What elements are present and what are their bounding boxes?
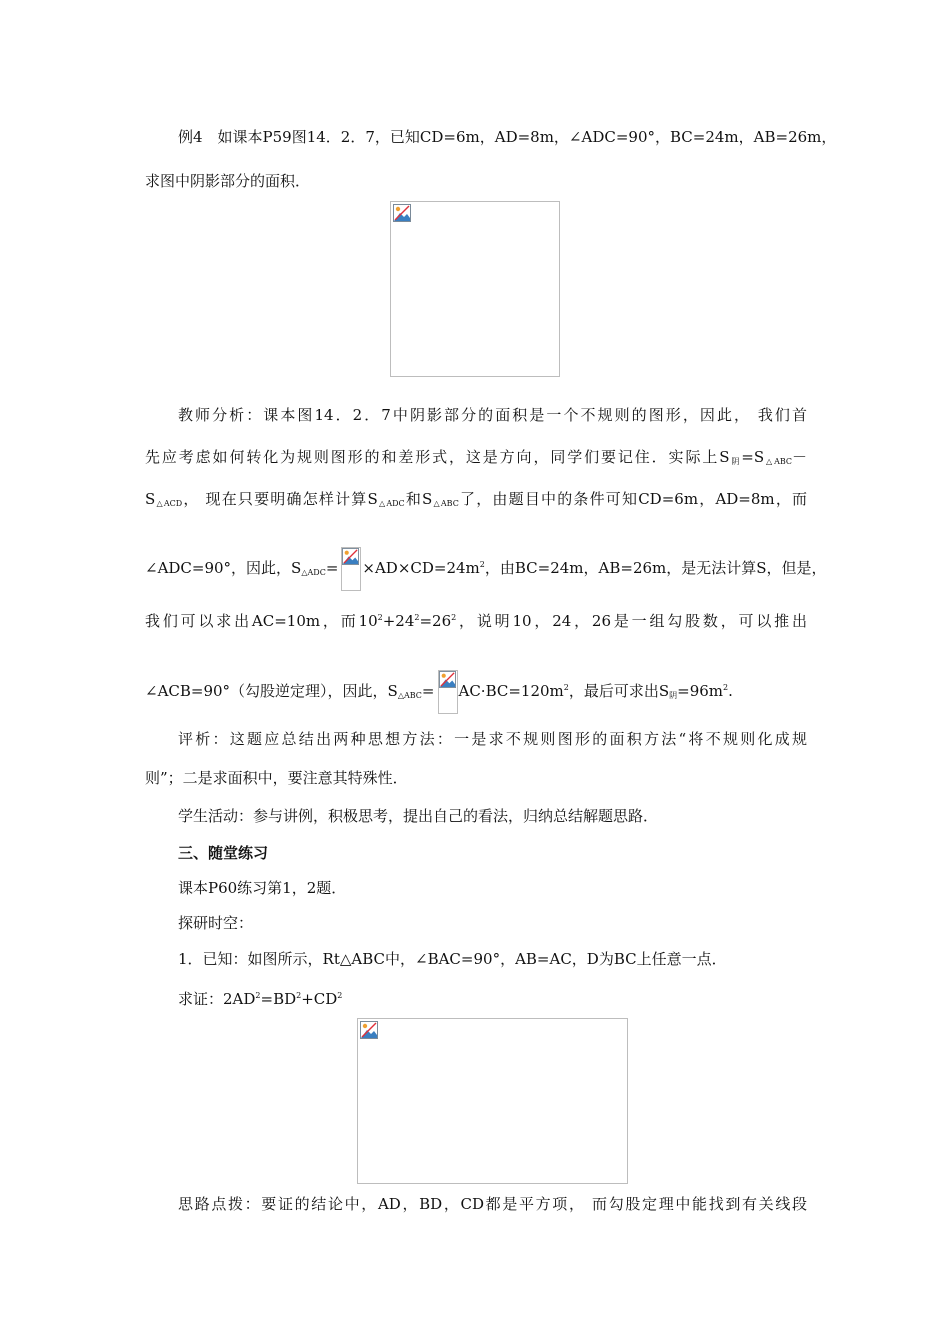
fraction-image-placeholder: [340, 547, 360, 591]
example4-line1: 例4 如课本P59图14．2．7，已知CD=6m，AD=8m，∠ADC=90°，BC=24m，AB=26m，: [178, 128, 837, 146]
broken-image-icon: [393, 204, 411, 222]
analysis-line2: 先应考虑如何转化为规则图形的和差形式，这是方向，同学们要记住．实际上$S_阴=S_{\triangle ABC}-$: [145, 448, 808, 466]
analysis-line3: $S_{\triangle ACD}$， 现在只要明确怎样计算$S_{\triangle ADC}$和$S_{\triangle ABC}$了，由题目中的条件可知CD=6m，AD=8m，而: [145, 490, 808, 508]
example4-line2: 求图中阴影部分的面积．: [145, 172, 311, 190]
problem1-text: 1．已知：如图所示，Rt△ABC中，∠BAC=90°，AB=AC，D为BC上任意一点．: [178, 950, 727, 968]
figure-image-placeholder: [357, 1018, 628, 1184]
prove-statement: 求证：$2AD^2=BD^2+CD^2$: [178, 990, 343, 1008]
analysis-line6: ∠ACB=90°（勾股逆定理），因此，$S_{\triangle ABC}=$ $AC\cdot BC=120m^2$，最后可求出$S_阴=96m^2$.: [145, 666, 807, 718]
student-activity: 学生活动：参与讲例，积极思考，提出自己的看法，归纳总结解题思路．: [178, 807, 659, 825]
figure-image-placeholder: [390, 201, 560, 377]
exercise-text: 课本P60练习第1，2题．: [178, 879, 347, 897]
broken-image-icon: [360, 1021, 378, 1039]
fraction-image-placeholder: [437, 670, 457, 714]
analysis-line1: 教师分析：课本图14．2．7中阴影部分的面积是一个不规则的图形，因此， 我们首: [178, 406, 807, 424]
review-line2: 则”；二是求面积中，要注意其特殊性．: [145, 769, 408, 787]
section-heading: 三、随堂练习: [178, 844, 269, 862]
review-line1: 评析：这题应总结出两种思想方法：一是求不规则图形的面积方法“将不规则化成规: [178, 730, 807, 748]
analysis-line4: ∠ADC=90°，因此，$S_{\triangle ADC}=$ $\times AD\times CD=24m^2$，由BC=24m，AB=26m，是无法计算S，但是，: [145, 543, 807, 595]
analysis-line5: 我们可以求出AC=10m，而$10^2+24^2=26^2$，说明10，24，26是一组勾股数，可以推出: [145, 612, 807, 630]
broken-image-icon: [439, 671, 456, 688]
explore-heading: 探研时空：: [178, 914, 254, 932]
broken-image-icon: [342, 548, 359, 565]
hint-text: 思路点拨：要证的结论中，AD，BD，CD都是平方项， 而勾股定理中能找到有关线段: [178, 1195, 807, 1213]
